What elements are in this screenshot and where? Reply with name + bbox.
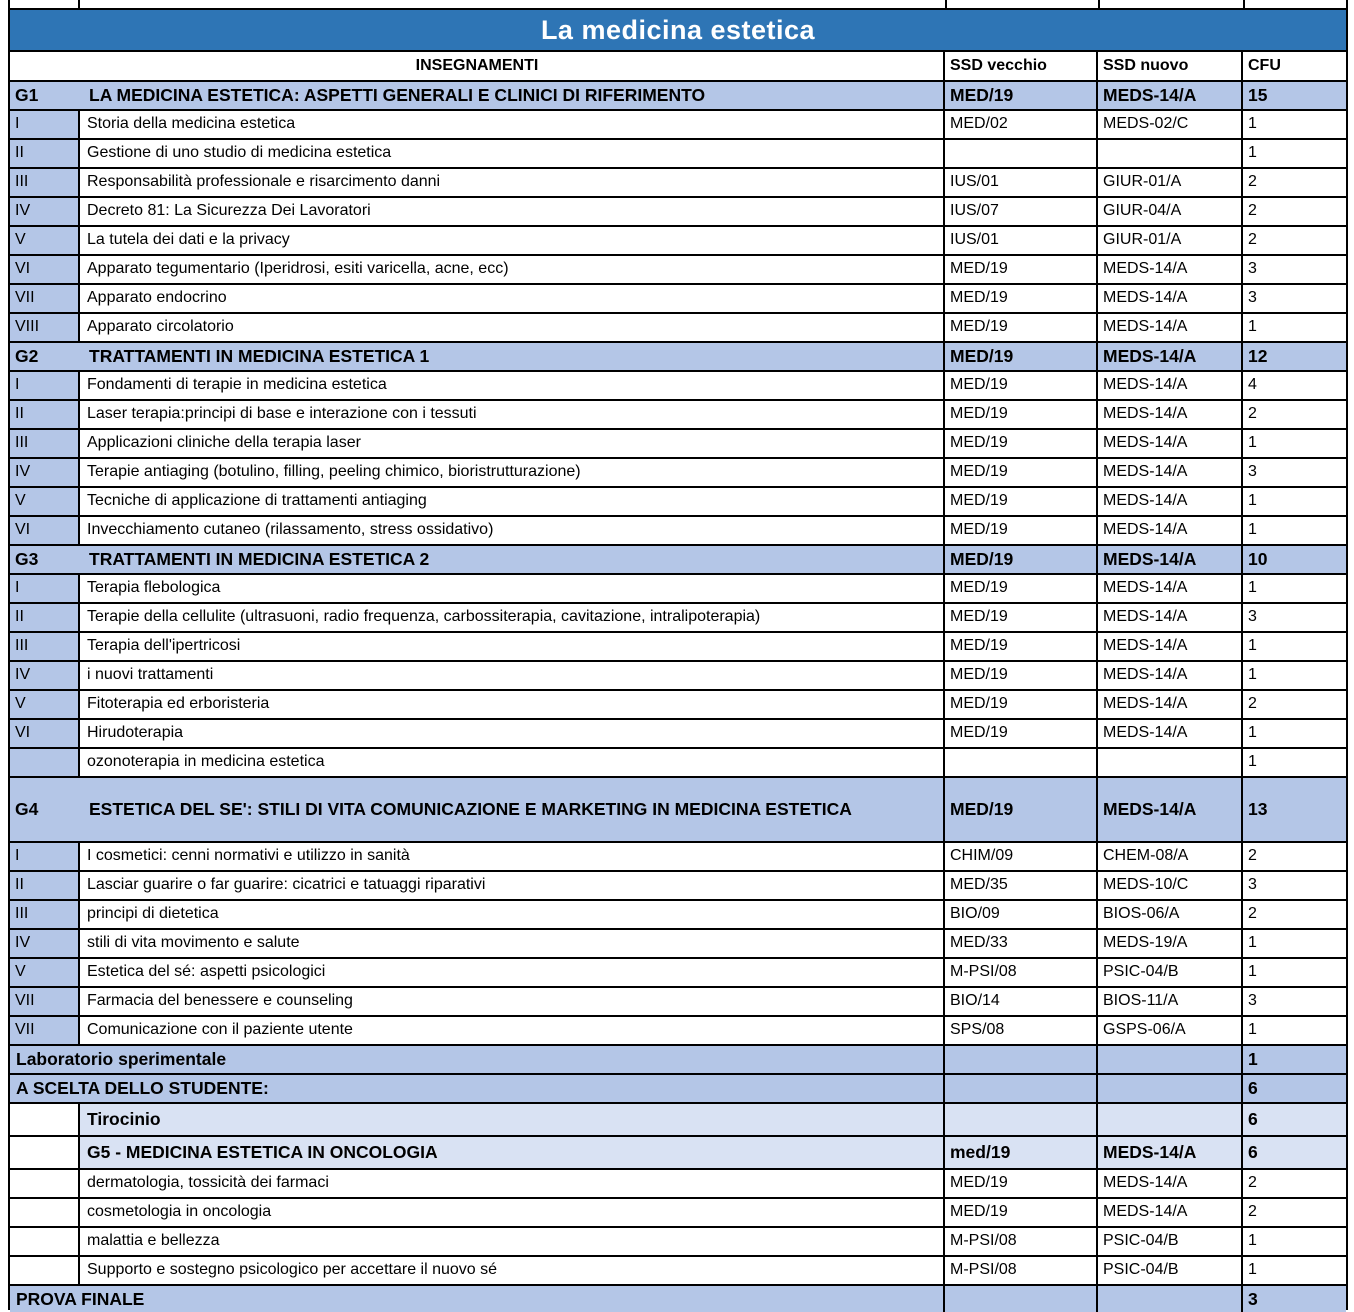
ssd-old-cell: MED/33: [945, 930, 1098, 957]
title-row: [10, 10, 1346, 52]
course-name-cell: LA MEDICINA ESTETICA: ASPETTI GENERALI E CLINICI DI RIFERIMENTO: [80, 82, 945, 109]
cfu-cell: 1: [1248, 1021, 1257, 1039]
ssd-new-cell: [1098, 140, 1243, 167]
cfu-cell: 3: [1248, 1288, 1258, 1309]
ssd-old-cell: MED/19: [945, 488, 1098, 515]
ssd-new-cell: [1098, 749, 1243, 776]
row-id-cell: IV: [10, 662, 80, 689]
cfu-cell: 3: [1248, 992, 1257, 1010]
ssd-old-cell: CHIM/09: [945, 843, 1098, 870]
course-name-cell: I cosmetici: cenni normativi e utilizzo in sanità: [80, 843, 945, 870]
table-row: [10, 872, 1346, 901]
ssd-old-cell: MED/19: [945, 1170, 1098, 1197]
ssd-old-cell: BIO/09: [945, 901, 1098, 928]
course-name-cell: Lasciar guarire o far guarire: cicatrici e tatuaggi riparativi: [80, 872, 945, 899]
column-border-tick: [78, 0, 80, 8]
ssd-new-cell: GSPS-06/A: [1098, 1017, 1243, 1044]
table-row: [10, 401, 1346, 430]
header-cfu: CFU: [1248, 56, 1281, 74]
ssd-new-cell: [1098, 1104, 1243, 1135]
cfu-cell: 3: [1248, 876, 1257, 894]
table-row: [10, 1199, 1346, 1228]
column-border-tick: [1243, 0, 1245, 8]
ssd-new-cell: MEDS-14/A: [1098, 604, 1243, 631]
row-id-cell: G2: [15, 346, 39, 367]
cfu-cell: 2: [1248, 202, 1257, 220]
table-row: [10, 546, 1346, 575]
cfu-cell: 1: [1248, 318, 1257, 336]
ssd-new-cell: MEDS-19/A: [1098, 930, 1243, 957]
course-name-cell: principi di dietetica: [80, 901, 945, 928]
cfu-cell: 2: [1248, 1203, 1257, 1221]
ssd-old-cell: MED/35: [945, 872, 1098, 899]
cfu-cell: 1: [1248, 753, 1257, 771]
cfu-cell: 3: [1248, 289, 1257, 307]
course-name-cell: Fitoterapia ed erboristeria: [80, 691, 945, 718]
ssd-new-cell: CHEM-08/A: [1098, 843, 1243, 870]
course-name-cell: PROVA FINALE: [10, 1286, 945, 1312]
row-id-cell: VI: [10, 256, 80, 283]
ssd-old-cell: MED/19: [945, 343, 1098, 370]
row-id-cell: II: [10, 872, 80, 899]
cfu-cell: 1: [1248, 521, 1257, 539]
ssd-new-cell: PSIC-04/B: [1098, 959, 1243, 986]
ssd-new-cell: MEDS-14/A: [1098, 778, 1243, 841]
row-id-cell: V: [10, 691, 80, 718]
ssd-new-cell: PSIC-04/B: [1098, 1257, 1243, 1284]
ssd-new-cell: MEDS-14/A: [1098, 546, 1243, 573]
row-id-cell: [10, 1199, 80, 1226]
cfu-cell: 12: [1248, 346, 1268, 367]
ssd-new-cell: MEDS-14/A: [1098, 691, 1243, 718]
cfu-cell: 4: [1248, 376, 1257, 394]
row-id-cell: III: [10, 633, 80, 660]
cfu-cell: 2: [1248, 847, 1257, 865]
curriculum-table: [8, 8, 1348, 1310]
ssd-new-cell: MEDS-14/A: [1098, 256, 1243, 283]
ssd-old-cell: med/19: [945, 1137, 1098, 1168]
row-id-cell: [10, 749, 80, 776]
cfu-cell: 1: [1248, 934, 1257, 952]
cfu-cell: 1: [1248, 492, 1257, 510]
table-row: [10, 1137, 1346, 1170]
ssd-new-cell: MEDS-14/A: [1098, 488, 1243, 515]
course-name-cell: Comunicazione con il paziente utente: [80, 1017, 945, 1044]
ssd-new-cell: MEDS-14/A: [1098, 459, 1243, 486]
table-row: [10, 575, 1346, 604]
table-row: [10, 140, 1346, 169]
course-name-cell: Hirudoterapia: [80, 720, 945, 747]
course-name-cell: Invecchiamento cutaneo (rilassamento, stress ossidativo): [80, 517, 945, 544]
cfu-cell: 1: [1248, 579, 1257, 597]
ssd-new-cell: MEDS-14/A: [1098, 314, 1243, 341]
ssd-new-cell: MEDS-14/A: [1098, 662, 1243, 689]
row-id-cell: I: [10, 372, 80, 399]
table-row: [10, 256, 1346, 285]
course-name-cell: G5 - MEDICINA ESTETICA IN ONCOLOGIA: [80, 1137, 945, 1168]
cfu-cell: 1: [1248, 144, 1257, 162]
cfu-cell: 10: [1248, 549, 1268, 570]
column-border-tick: [1346, 0, 1348, 8]
cfu-cell: 1: [1248, 434, 1257, 452]
table-row: [10, 959, 1346, 988]
course-name-cell: Apparato endocrino: [80, 285, 945, 312]
row-id-cell: [10, 1104, 80, 1135]
table-row: [10, 988, 1346, 1017]
ssd-old-cell: IUS/01: [945, 227, 1098, 254]
ssd-old-cell: IUS/01: [945, 169, 1098, 196]
table-row: [10, 314, 1346, 343]
ssd-new-cell: MEDS-14/A: [1098, 82, 1243, 109]
row-id-cell: I: [10, 843, 80, 870]
course-name-cell: TRATTAMENTI IN MEDICINA ESTETICA 1: [80, 343, 945, 370]
ssd-old-cell: [945, 1286, 1098, 1312]
course-name-cell: Apparato tegumentario (Iperidrosi, esiti varicella, acne, ecc): [80, 256, 945, 283]
row-id-cell: [10, 1170, 80, 1197]
cfu-cell: 1: [1248, 1232, 1257, 1250]
ssd-old-cell: MED/19: [945, 604, 1098, 631]
row-id-cell: IV: [10, 459, 80, 486]
column-border-tick: [1098, 0, 1100, 8]
table-row: [10, 1104, 1346, 1137]
ssd-old-cell: [945, 1104, 1098, 1135]
ssd-old-cell: MED/02: [945, 111, 1098, 138]
course-name-cell: Fondamenti di terapie in medicina estetica: [80, 372, 945, 399]
course-name-cell: Laser terapia:principi di base e interazione con i tessuti: [80, 401, 945, 428]
ssd-new-cell: MEDS-14/A: [1098, 517, 1243, 544]
course-name-cell: Gestione di uno studio di medicina estetica: [80, 140, 945, 167]
table-row: [10, 1228, 1346, 1257]
ssd-new-cell: [1098, 1286, 1243, 1312]
ssd-new-cell: MEDS-14/A: [1098, 1137, 1243, 1168]
table-row: [10, 691, 1346, 720]
ssd-old-cell: MED/19: [945, 401, 1098, 428]
table-row: [10, 720, 1346, 749]
ssd-old-cell: MED/19: [945, 372, 1098, 399]
course-name-cell: Terapia flebologica: [80, 575, 945, 602]
ssd-old-cell: SPS/08: [945, 1017, 1098, 1044]
row-id-cell: VII: [10, 285, 80, 312]
row-id-cell: III: [10, 169, 80, 196]
header-ssd-vecchio: SSD vecchio: [945, 52, 1098, 80]
page-title: La medicina estetica: [540, 14, 816, 45]
header-insegnamenti: INSEGNAMENTI: [10, 52, 945, 80]
ssd-old-cell: [945, 1046, 1098, 1073]
ssd-old-cell: BIO/14: [945, 988, 1098, 1015]
course-name-cell: ozonoterapia in medicina estetica: [80, 749, 945, 776]
ssd-old-cell: M-PSI/08: [945, 1257, 1098, 1284]
row-id-cell: I: [10, 575, 80, 602]
cfu-cell: 13: [1248, 799, 1268, 820]
row-id-cell: III: [10, 901, 80, 928]
row-id-cell: V: [10, 959, 80, 986]
cfu-cell: 1: [1248, 1049, 1258, 1070]
table-row: [10, 517, 1346, 546]
ssd-new-cell: BIOS-06/A: [1098, 901, 1243, 928]
table-header-row: [10, 52, 1346, 82]
table-row: [10, 1286, 1346, 1312]
cfu-cell: 2: [1248, 405, 1257, 423]
course-name-cell: Tecniche di applicazione di trattamenti antiaging: [80, 488, 945, 515]
table-row: [10, 343, 1346, 372]
row-id-cell: VIII: [10, 314, 80, 341]
table-row: [10, 82, 1346, 111]
ssd-old-cell: MED/19: [945, 720, 1098, 747]
table-row: [10, 488, 1346, 517]
row-id-cell: V: [10, 488, 80, 515]
course-name-cell: A SCELTA DELLO STUDENTE:: [10, 1075, 945, 1102]
row-id-cell: III: [10, 430, 80, 457]
course-name-cell: TRATTAMENTI IN MEDICINA ESTETICA 2: [80, 546, 945, 573]
ssd-old-cell: M-PSI/08: [945, 959, 1098, 986]
column-border-tick: [8, 0, 10, 8]
course-name-cell: Terapie antiaging (botulino, filling, peeling chimico, bioristrutturazione): [80, 459, 945, 486]
ssd-new-cell: MEDS-10/C: [1098, 872, 1243, 899]
ssd-old-cell: MED/19: [945, 1199, 1098, 1226]
course-name-cell: Tirocinio: [80, 1104, 945, 1135]
row-id-cell: G3: [15, 549, 39, 570]
ssd-new-cell: MEDS-14/A: [1098, 343, 1243, 370]
ssd-old-cell: [945, 140, 1098, 167]
course-name-cell: La tutela dei dati e la privacy: [80, 227, 945, 254]
course-name-cell: Applicazioni cliniche della terapia laser: [80, 430, 945, 457]
ssd-new-cell: PSIC-04/B: [1098, 1228, 1243, 1255]
table-body: [10, 82, 1346, 1312]
table-row: [10, 459, 1346, 488]
course-name-cell: Decreto 81: La Sicurezza Dei Lavoratori: [80, 198, 945, 225]
column-border-tick: [945, 0, 947, 8]
table-row: [10, 633, 1346, 662]
cfu-cell: 6: [1248, 1142, 1258, 1163]
ssd-new-cell: [1098, 1046, 1243, 1073]
ssd-new-cell: MEDS-02/C: [1098, 111, 1243, 138]
row-id-cell: II: [10, 140, 80, 167]
ssd-new-cell: [1098, 1075, 1243, 1102]
table-row: [10, 662, 1346, 691]
top-border-ticks: [0, 0, 1354, 8]
row-id-cell: G4: [15, 799, 39, 820]
course-name-cell: dermatologia, tossicità dei farmaci: [80, 1170, 945, 1197]
table-row: [10, 111, 1346, 140]
row-id-cell: IV: [10, 930, 80, 957]
ssd-old-cell: [945, 749, 1098, 776]
ssd-old-cell: MED/19: [945, 459, 1098, 486]
row-id-cell: VI: [10, 517, 80, 544]
row-id-cell: G1: [15, 85, 39, 106]
ssd-old-cell: MED/19: [945, 778, 1098, 841]
row-id-cell: VII: [10, 988, 80, 1015]
row-id-cell: [10, 1228, 80, 1255]
ssd-old-cell: MED/19: [945, 546, 1098, 573]
table-row: [10, 198, 1346, 227]
course-name-cell: ESTETICA DEL SE': STILI DI VITA COMUNICAZIONE E MARKETING IN MEDICINA ESTETICA: [80, 778, 945, 841]
course-name-cell: cosmetologia in oncologia: [80, 1199, 945, 1226]
table-row: [10, 843, 1346, 872]
table-row: [10, 1075, 1346, 1104]
row-id-cell: IV: [10, 198, 80, 225]
ssd-old-cell: MED/19: [945, 575, 1098, 602]
table-row: [10, 901, 1346, 930]
row-id-cell: [10, 1257, 80, 1284]
course-name-cell: Farmacia del benessere e counseling: [80, 988, 945, 1015]
course-name-cell: Terapia dell'ipertricosi: [80, 633, 945, 660]
table-row: [10, 1257, 1346, 1286]
course-name-cell: Apparato circolatorio: [80, 314, 945, 341]
table-row: [10, 1046, 1346, 1075]
course-name-cell: Laboratorio sperimentale: [10, 1046, 945, 1073]
ssd-old-cell: MED/19: [945, 256, 1098, 283]
course-name-cell: stili di vita movimento e salute: [80, 930, 945, 957]
cfu-cell: 1: [1248, 115, 1257, 133]
cfu-cell: 6: [1248, 1109, 1258, 1130]
course-name-cell: Storia della medicina estetica: [80, 111, 945, 138]
ssd-new-cell: MEDS-14/A: [1098, 401, 1243, 428]
ssd-new-cell: MEDS-14/A: [1098, 633, 1243, 660]
ssd-old-cell: MED/19: [945, 285, 1098, 312]
cfu-cell: 3: [1248, 608, 1257, 626]
ssd-new-cell: MEDS-14/A: [1098, 575, 1243, 602]
cfu-cell: 3: [1248, 463, 1257, 481]
table-row: [10, 430, 1346, 459]
ssd-new-cell: MEDS-14/A: [1098, 1199, 1243, 1226]
cfu-cell: 2: [1248, 905, 1257, 923]
table-row: [10, 285, 1346, 314]
header-ssd-nuovo: SSD nuovo: [1098, 52, 1243, 80]
table-row: [10, 227, 1346, 256]
table-row: [10, 749, 1346, 778]
ssd-new-cell: BIOS-11/A: [1098, 988, 1243, 1015]
ssd-old-cell: MED/19: [945, 430, 1098, 457]
row-id-cell: [10, 1137, 80, 1168]
ssd-new-cell: MEDS-14/A: [1098, 372, 1243, 399]
ssd-old-cell: MED/19: [945, 82, 1098, 109]
ssd-old-cell: M-PSI/08: [945, 1228, 1098, 1255]
table-row: [10, 604, 1346, 633]
table-row: [10, 372, 1346, 401]
ssd-old-cell: MED/19: [945, 314, 1098, 341]
course-name-cell: i nuovi trattamenti: [80, 662, 945, 689]
course-name-cell: Responsabilità professionale e risarcimento danni: [80, 169, 945, 196]
row-id-cell: II: [10, 604, 80, 631]
course-name-cell: Terapie della cellulite (ultrasuoni, radio frequenza, carbossiterapia, cavitazione, intralipoterapia): [80, 604, 945, 631]
cfu-cell: 3: [1248, 260, 1257, 278]
cfu-cell: 2: [1248, 1174, 1257, 1192]
course-name-cell: malattia e bellezza: [80, 1228, 945, 1255]
cfu-cell: 6: [1248, 1078, 1258, 1099]
row-id-cell: V: [10, 227, 80, 254]
ssd-new-cell: MEDS-14/A: [1098, 720, 1243, 747]
ssd-new-cell: MEDS-14/A: [1098, 285, 1243, 312]
ssd-new-cell: MEDS-14/A: [1098, 1170, 1243, 1197]
cfu-cell: 2: [1248, 695, 1257, 713]
table-row: [10, 1170, 1346, 1199]
ssd-old-cell: MED/19: [945, 691, 1098, 718]
ssd-old-cell: MED/19: [945, 662, 1098, 689]
row-id-cell: VII: [10, 1017, 80, 1044]
course-name-cell: Supporto e sostegno psicologico per accettare il nuovo sé: [80, 1257, 945, 1284]
table-row: [10, 1017, 1346, 1046]
cfu-cell: 1: [1248, 963, 1257, 981]
cfu-cell: 1: [1248, 637, 1257, 655]
cfu-cell: 15: [1248, 85, 1268, 106]
cfu-cell: 2: [1248, 173, 1257, 191]
row-id-cell: II: [10, 401, 80, 428]
course-name-cell: Estetica del sé: aspetti psicologici: [80, 959, 945, 986]
ssd-old-cell: MED/19: [945, 633, 1098, 660]
ssd-old-cell: [945, 1075, 1098, 1102]
cfu-cell: 1: [1248, 1261, 1257, 1279]
table-row: [10, 778, 1346, 843]
row-id-cell: I: [10, 111, 80, 138]
ssd-old-cell: IUS/07: [945, 198, 1098, 225]
cfu-cell: 1: [1248, 724, 1257, 742]
cfu-cell: 2: [1248, 231, 1257, 249]
ssd-new-cell: GIUR-01/A: [1098, 227, 1243, 254]
table-row: [10, 930, 1346, 959]
row-id-cell: VI: [10, 720, 80, 747]
ssd-new-cell: GIUR-04/A: [1098, 198, 1243, 225]
cfu-cell: 1: [1248, 666, 1257, 684]
ssd-new-cell: GIUR-01/A: [1098, 169, 1243, 196]
ssd-old-cell: MED/19: [945, 517, 1098, 544]
table-row: [10, 169, 1346, 198]
ssd-new-cell: MEDS-14/A: [1098, 430, 1243, 457]
